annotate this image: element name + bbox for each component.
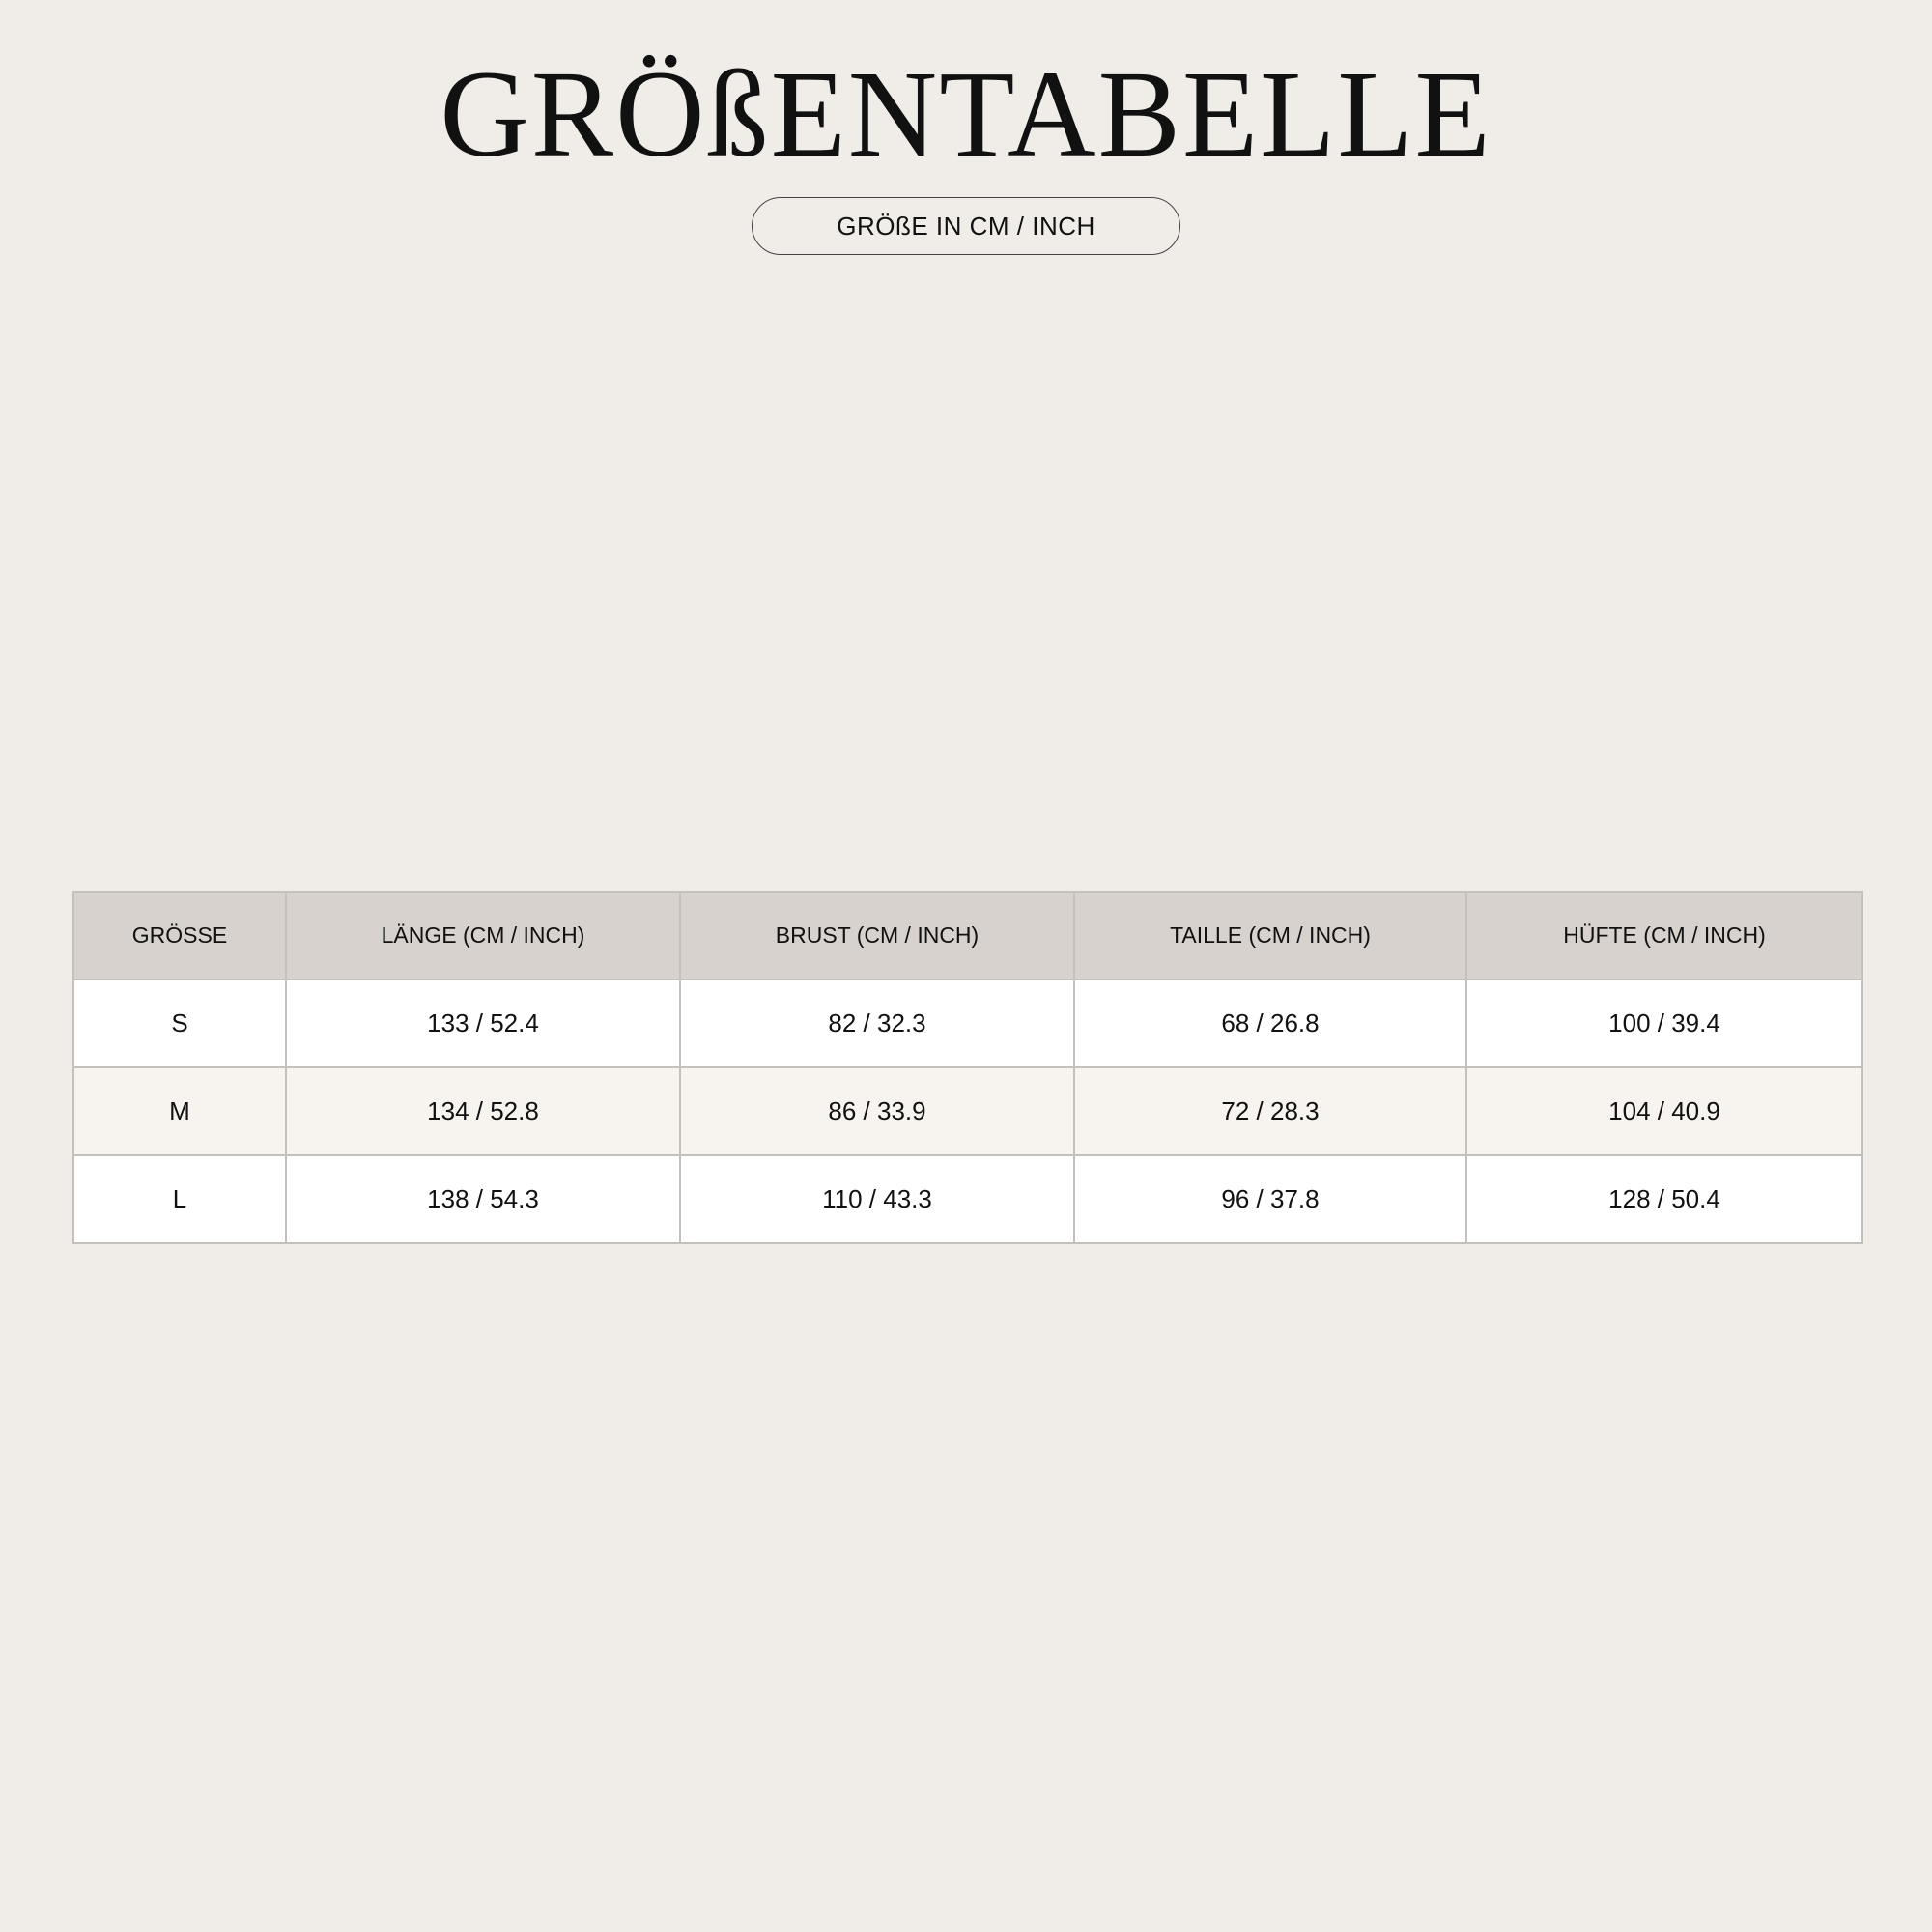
cell-size: M bbox=[73, 1067, 286, 1155]
cell-hip: 100 / 39.4 bbox=[1466, 980, 1862, 1067]
cell-chest: 82 / 32.3 bbox=[680, 980, 1074, 1067]
header-length: LÄNGE (CM / INCH) bbox=[286, 892, 680, 980]
cell-size: S bbox=[73, 980, 286, 1067]
page-title: GRÖßENTABELLE bbox=[440, 45, 1492, 183]
header-hip: HÜFTE (CM / INCH) bbox=[1466, 892, 1862, 980]
header-chest: BRUST (CM / INCH) bbox=[680, 892, 1074, 980]
unit-badge-label: GRÖßE IN CM / INCH bbox=[837, 211, 1095, 241]
table-row bbox=[73, 1155, 1862, 1243]
table-row bbox=[73, 1067, 1862, 1155]
size-table bbox=[72, 891, 1863, 1244]
cell-length: 133 / 52.4 bbox=[286, 980, 680, 1067]
cell-chest: 86 / 33.9 bbox=[680, 1067, 1074, 1155]
header-size: GRÖSSE bbox=[73, 892, 286, 980]
cell-length: 134 / 52.8 bbox=[286, 1067, 680, 1155]
cell-waist: 68 / 26.8 bbox=[1074, 980, 1466, 1067]
cell-chest: 110 / 43.3 bbox=[680, 1155, 1074, 1243]
table-header-row bbox=[73, 892, 1862, 980]
header-waist: TAILLE (CM / INCH) bbox=[1074, 892, 1466, 980]
cell-length: 138 / 54.3 bbox=[286, 1155, 680, 1243]
cell-size: L bbox=[73, 1155, 286, 1243]
table-row bbox=[73, 980, 1862, 1067]
cell-waist: 72 / 28.3 bbox=[1074, 1067, 1466, 1155]
unit-badge bbox=[752, 197, 1180, 255]
cell-waist: 96 / 37.8 bbox=[1074, 1155, 1466, 1243]
cell-hip: 128 / 50.4 bbox=[1466, 1155, 1862, 1243]
cell-hip: 104 / 40.9 bbox=[1466, 1067, 1862, 1155]
